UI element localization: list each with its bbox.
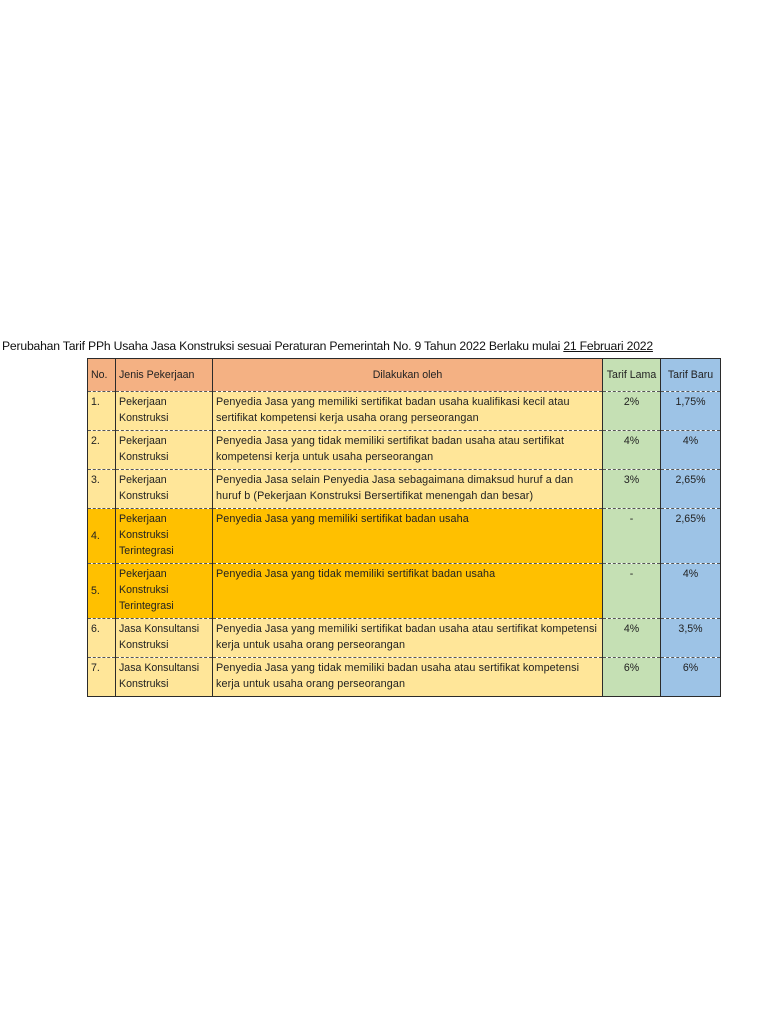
table-row <box>88 470 721 509</box>
tarif-table <box>87 358 721 697</box>
table-row <box>88 509 721 564</box>
row-oleh: Penyedia Jasa yang memiliki sertifikat badan usaha atau sertifikat kompetensi kerja untuk usaha orang perseorangan <box>213 619 603 658</box>
header-tarif-baru: Tarif Baru <box>661 359 721 392</box>
row-jenis: Jasa Konsultansi Konstruksi <box>116 658 213 697</box>
row-tarif-baru: 4% <box>661 431 721 470</box>
table-row <box>88 658 721 697</box>
row-tarif-lama: 4% <box>603 619 661 658</box>
row-oleh: Penyedia Jasa selain Penyedia Jasa sebagaimana dimaksud huruf a dan huruf b (Pekerjaan Konstruksi Bersertifikat menengah dan besar) <box>213 470 603 509</box>
row-jenis: Pekerjaan Konstruksi <box>116 470 213 509</box>
row-no: 5. <box>88 564 116 619</box>
table-caption <box>2 339 768 353</box>
row-tarif-lama: - <box>603 564 661 619</box>
row-tarif-baru: 2,65% <box>661 509 721 564</box>
row-oleh: Penyedia Jasa yang tidak memiliki sertifikat badan usaha <box>213 564 603 619</box>
row-tarif-baru: 1,75% <box>661 392 721 431</box>
table-row <box>88 392 721 431</box>
row-tarif-baru: 4% <box>661 564 721 619</box>
row-no: 4. <box>88 509 116 564</box>
caption-date: 21 Februari 2022 <box>563 339 653 353</box>
row-tarif-lama: - <box>603 509 661 564</box>
header-tarif-lama: Tarif Lama <box>603 359 661 392</box>
row-tarif-baru: 2,65% <box>661 470 721 509</box>
table-header-row <box>88 359 721 392</box>
row-no: 2. <box>88 431 116 470</box>
row-no: 1. <box>88 392 116 431</box>
row-tarif-lama: 6% <box>603 658 661 697</box>
header-no: No. <box>88 359 116 392</box>
row-jenis: Pekerjaan Konstruksi Terintegrasi <box>116 509 213 564</box>
row-jenis: Pekerjaan Konstruksi <box>116 392 213 431</box>
header-dilakukan-oleh: Dilakukan oleh <box>213 359 603 392</box>
row-jenis: Pekerjaan Konstruksi Terintegrasi <box>116 564 213 619</box>
row-tarif-baru: 3,5% <box>661 619 721 658</box>
row-oleh: Penyedia Jasa yang memiliki sertifikat badan usaha kualifikasi kecil atau sertifikat kompetensi kerja usaha orang perseorangan <box>213 392 603 431</box>
row-no: 7. <box>88 658 116 697</box>
row-tarif-lama: 2% <box>603 392 661 431</box>
row-oleh: Penyedia Jasa yang tidak memiliki sertifikat badan usaha atau sertifikat kompetensi kerja untuk usaha perseorangan <box>213 431 603 470</box>
row-tarif-lama: 4% <box>603 431 661 470</box>
row-tarif-baru: 6% <box>661 658 721 697</box>
row-oleh: Penyedia Jasa yang memiliki sertifikat badan usaha <box>213 509 603 564</box>
caption-text: Perubahan Tarif PPh Usaha Jasa Konstruksi sesuai Peraturan Pemerintah No. 9 Tahun 2022 Berlaku mulai <box>2 339 564 353</box>
table-row <box>88 564 721 619</box>
row-no: 6. <box>88 619 116 658</box>
row-tarif-lama: 3% <box>603 470 661 509</box>
table-row <box>88 619 721 658</box>
table-row <box>88 431 721 470</box>
row-no: 3. <box>88 470 116 509</box>
row-jenis: Pekerjaan Konstruksi <box>116 431 213 470</box>
header-jenis-pekerjaan: Jenis Pekerjaan <box>116 359 213 392</box>
row-oleh: Penyedia Jasa yang tidak memiliki badan usaha atau sertifikat kompetensi kerja untuk usaha orang perseorangan <box>213 658 603 697</box>
row-jenis: Jasa Konsultansi Konstruksi <box>116 619 213 658</box>
